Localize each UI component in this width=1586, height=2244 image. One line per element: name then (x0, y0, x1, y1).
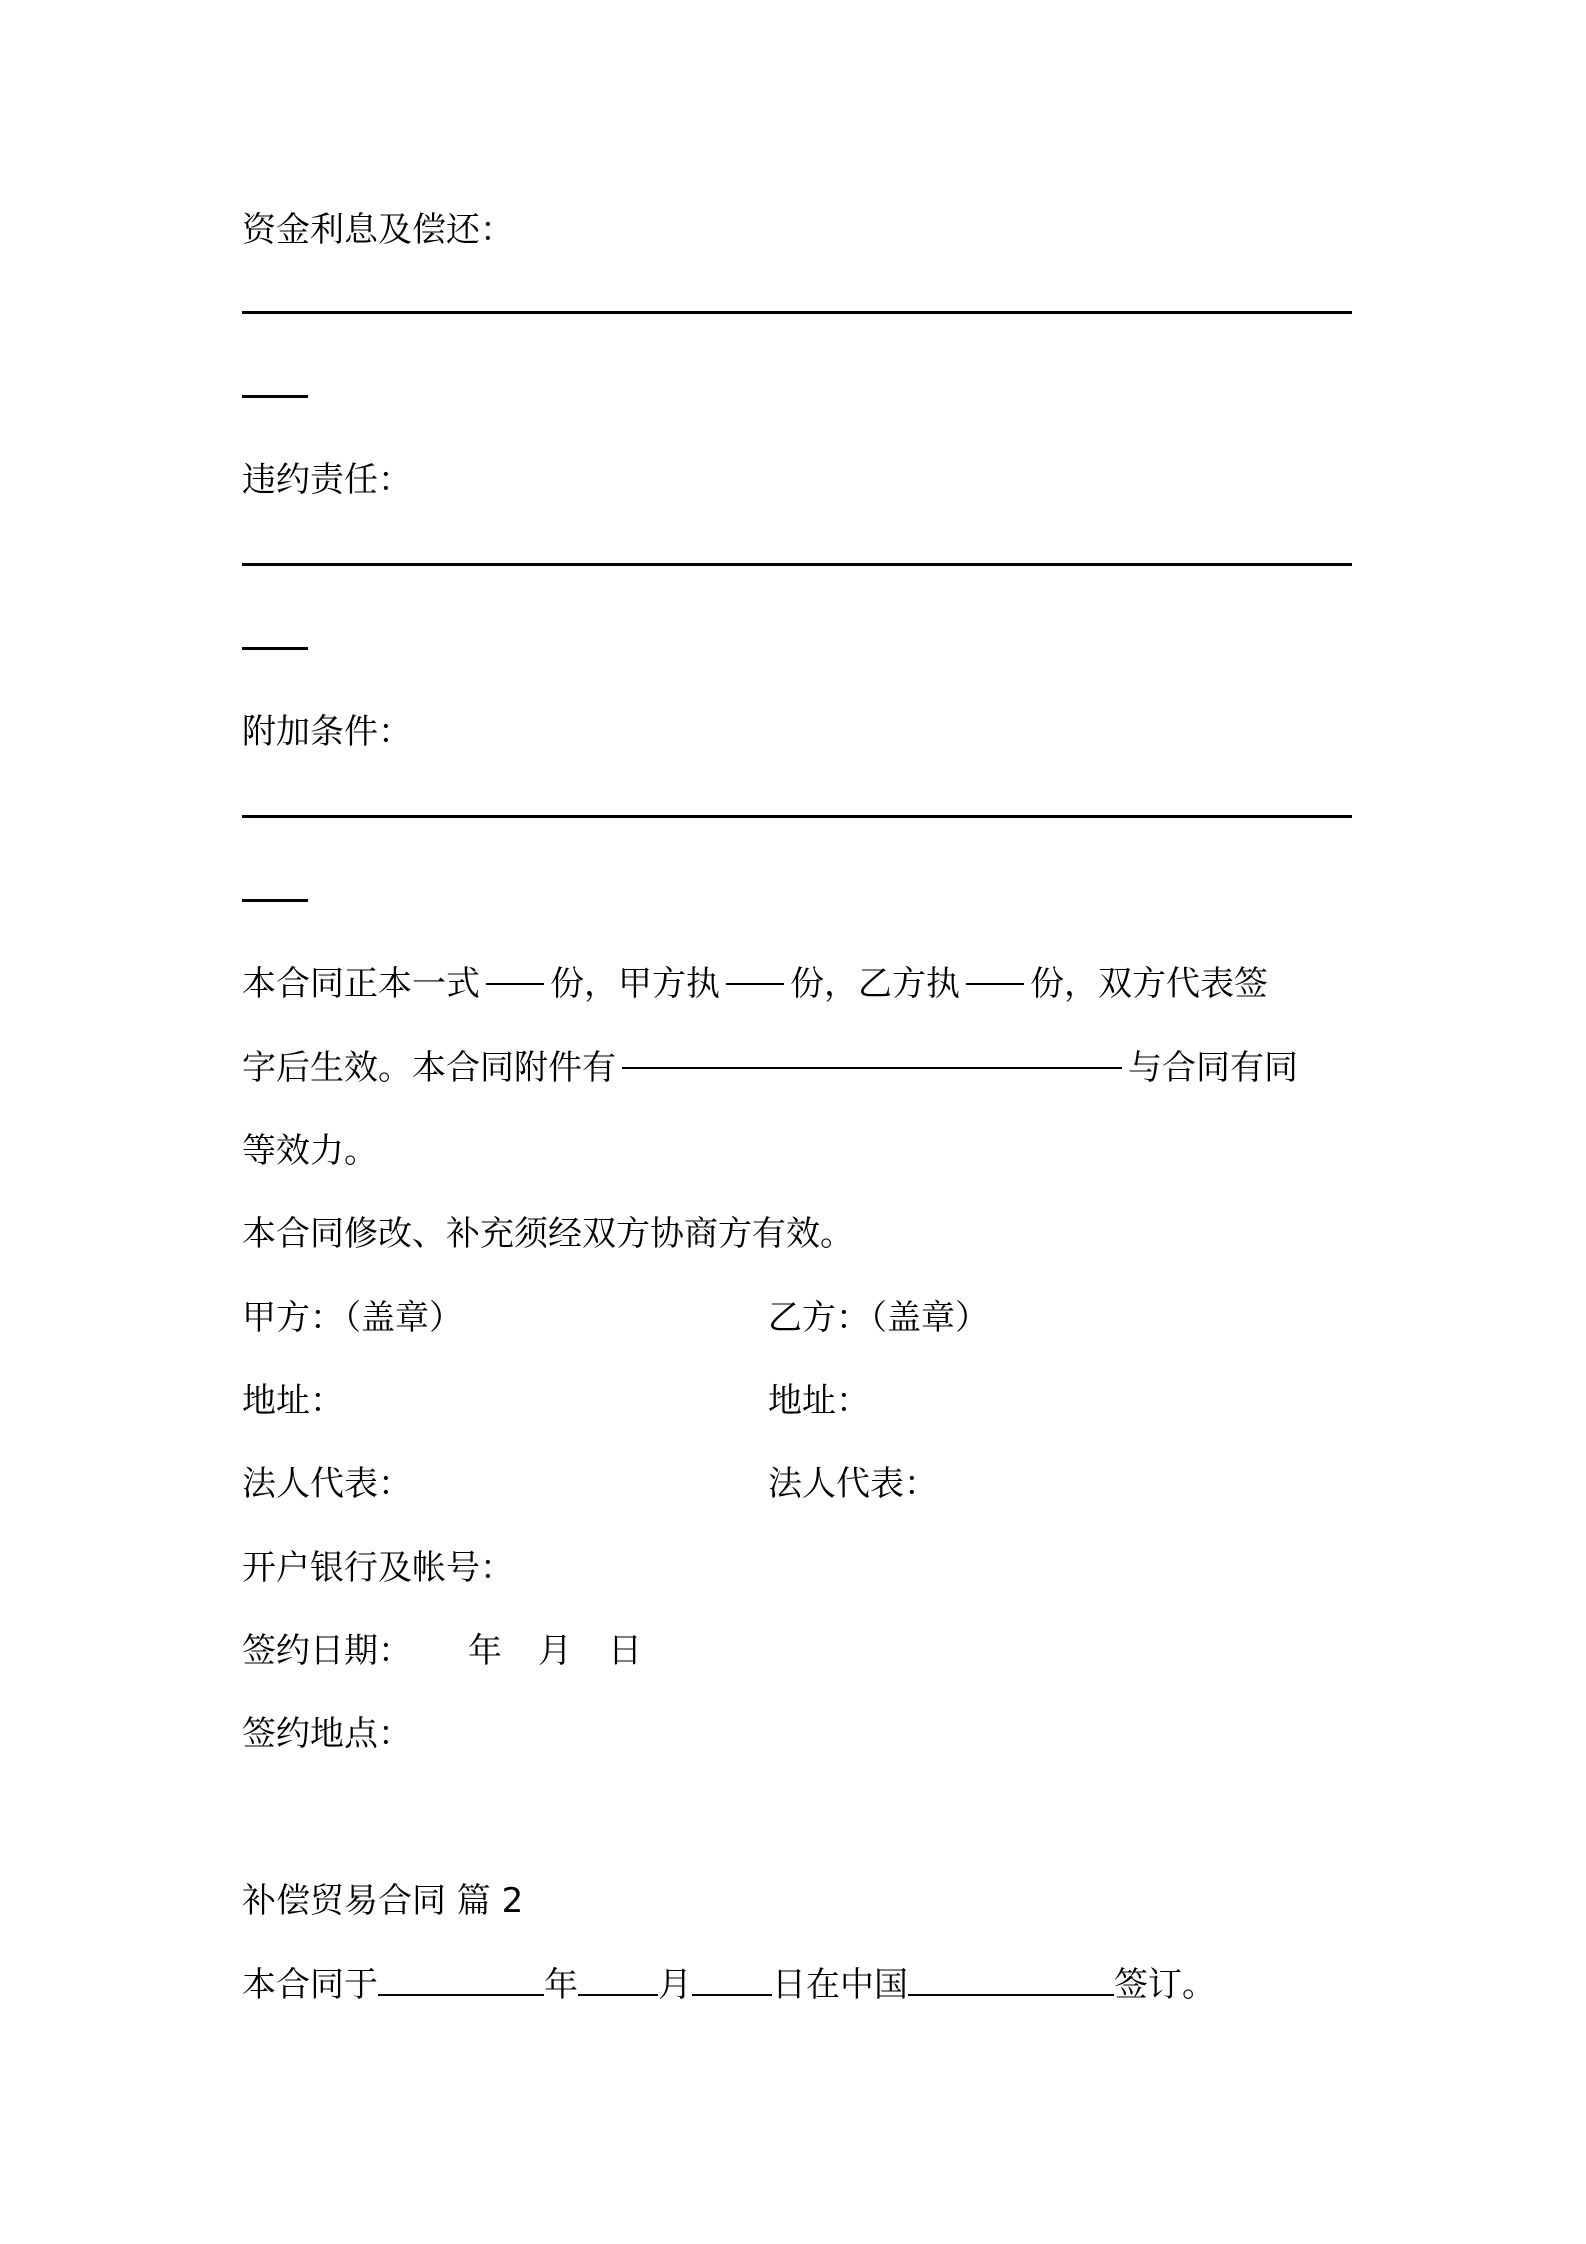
copies-text: 与合同有同 (1128, 1048, 1298, 1088)
section-liability-label: 违约责任： (242, 460, 412, 500)
signing-date-label: 签约日期： (242, 1631, 412, 1671)
party-a-address-label: 地址： (242, 1381, 344, 1421)
blank-line (242, 563, 1352, 566)
next-contract-title: 补偿贸易合同 篇 2 (242, 1881, 524, 1921)
signature-row-representative (242, 1454, 1352, 1514)
copies-clause-line-2 (242, 1038, 1352, 1098)
amendment-clause: 本合同修改、补充须经双方协商方有效。 (242, 1214, 854, 1254)
blank-line-short (242, 395, 308, 398)
next-contract-signing-line (242, 1955, 1352, 2015)
blank-attachment (622, 1067, 1122, 1069)
blank-year (378, 1962, 544, 1996)
party-a-seal-label: 甲方：（盖章） (242, 1298, 463, 1338)
blank-line (242, 311, 1352, 314)
signing-place-label: 签约地点： (242, 1714, 412, 1754)
copies-text: 字后生效。本合同附件有 (242, 1048, 616, 1088)
day-label: 日 (608, 1631, 642, 1671)
year-label: 年 (468, 1631, 502, 1671)
blank-count (486, 983, 544, 985)
copies-clause-line-3: 等效力。 (242, 1131, 378, 1171)
party-b-address-label: 地址： (768, 1381, 870, 1421)
blank-day (692, 1962, 772, 1996)
section-interest-label: 资金利息及偿还： (242, 210, 514, 250)
signing-text: 日在中国 (772, 1965, 908, 2005)
section-conditions-label: 附加条件： (242, 712, 412, 752)
party-b-seal-label: 乙方：（盖章） (768, 1298, 989, 1338)
signing-text: 本合同于 (242, 1965, 378, 2005)
blank-month (578, 1962, 658, 1996)
copies-text: 本合同正本一式 (242, 964, 480, 1004)
blank-count (726, 983, 784, 985)
signing-text: 签订。 (1114, 1965, 1216, 2005)
blank-count (966, 983, 1024, 985)
party-b-rep-label: 法人代表： (768, 1464, 938, 1504)
signature-row-party (242, 1288, 1352, 1348)
copies-text: 份，乙方执 (790, 964, 960, 1004)
copies-clause-line-1 (242, 954, 1352, 1014)
signing-text: 月 (658, 1965, 692, 2005)
month-label: 月 (538, 1631, 572, 1671)
blank-line-short (242, 899, 308, 902)
signature-row-address (242, 1371, 1352, 1431)
blank-place (908, 1962, 1114, 1996)
blank-line (242, 815, 1352, 818)
signing-date-row (242, 1621, 1352, 1681)
copies-text: 份，双方代表签 (1030, 964, 1268, 1004)
party-a-rep-label: 法人代表： (242, 1464, 412, 1504)
bank-account-label: 开户银行及帐号： (242, 1548, 514, 1588)
blank-line-short (242, 647, 308, 650)
copies-text: 份，甲方执 (550, 964, 720, 1004)
signing-text: 年 (544, 1965, 578, 2005)
